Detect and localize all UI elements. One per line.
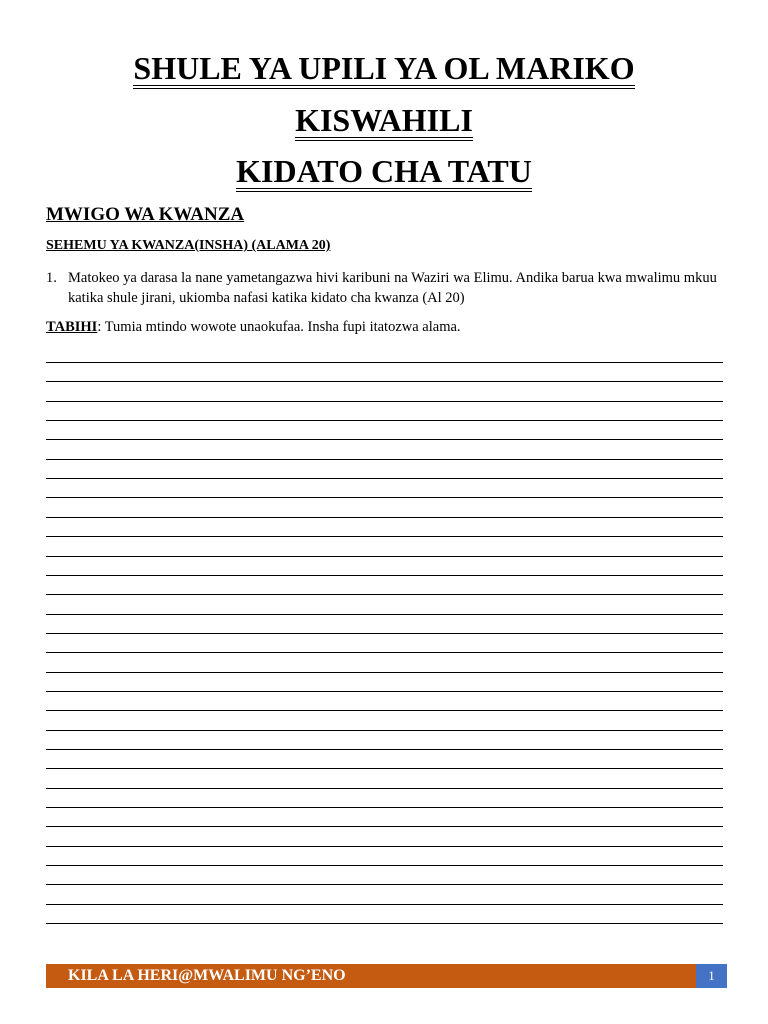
page-number: 1 xyxy=(696,964,727,988)
answer-line xyxy=(46,517,723,518)
section-subtitle: SEHEMU YA KWANZA(INSHA) (ALAMA 20) xyxy=(46,238,331,253)
footer-banner: KILA LA HERI@MWALIMU NG’ENO xyxy=(46,964,696,988)
answer-line xyxy=(46,478,723,479)
answer-line xyxy=(46,556,723,557)
answer-line xyxy=(46,807,723,808)
answer-line xyxy=(46,884,723,885)
instruction-label: TABIHI xyxy=(46,319,98,335)
answer-line xyxy=(46,439,723,440)
form-title-text: KIDATO CHA TATU xyxy=(236,155,532,192)
answer-line xyxy=(46,672,723,673)
answer-line xyxy=(46,768,723,769)
answer-line xyxy=(46,536,723,537)
answer-line xyxy=(46,730,723,731)
answer-line xyxy=(46,904,723,905)
instruction-text: : Tumia mtindo wowote unaokufaa. Insha fupi itatozwa alama. xyxy=(97,319,461,335)
answer-lines-area xyxy=(46,362,723,924)
answer-line xyxy=(46,381,723,382)
answer-line xyxy=(46,846,723,847)
answer-line xyxy=(46,614,723,615)
answer-line xyxy=(46,865,723,866)
instruction-note xyxy=(46,317,726,337)
answer-line xyxy=(46,575,723,576)
answer-line xyxy=(46,420,723,421)
subject-title xyxy=(0,102,768,141)
question-text: Matokeo ya darasa la nane yametangazwa hivi karibuni na Waziri wa Elimu. Andika barua kwa mwalimu mkuu katika shule jirani, ukiomba nafasi katika kidato cha kwanza (Al 20) xyxy=(68,270,717,306)
answer-line xyxy=(46,633,723,634)
question-number: 1. xyxy=(46,270,57,286)
answer-line xyxy=(46,497,723,498)
answer-line xyxy=(46,788,723,789)
answer-line xyxy=(46,401,723,402)
form-title xyxy=(0,153,768,192)
school-title xyxy=(0,50,768,89)
question-1 xyxy=(46,268,726,308)
answer-line xyxy=(46,749,723,750)
answer-line xyxy=(46,923,723,924)
school-title-text: SHULE YA UPILI YA OL MARIKO xyxy=(133,52,634,89)
section-title: MWIGO WA KWANZA xyxy=(46,204,245,225)
answer-line xyxy=(46,459,723,460)
answer-line xyxy=(46,362,723,363)
answer-line xyxy=(46,826,723,827)
subject-title-text: KISWAHILI xyxy=(295,104,473,141)
answer-line xyxy=(46,594,723,595)
answer-line xyxy=(46,710,723,711)
answer-line xyxy=(46,691,723,692)
answer-line xyxy=(46,652,723,653)
